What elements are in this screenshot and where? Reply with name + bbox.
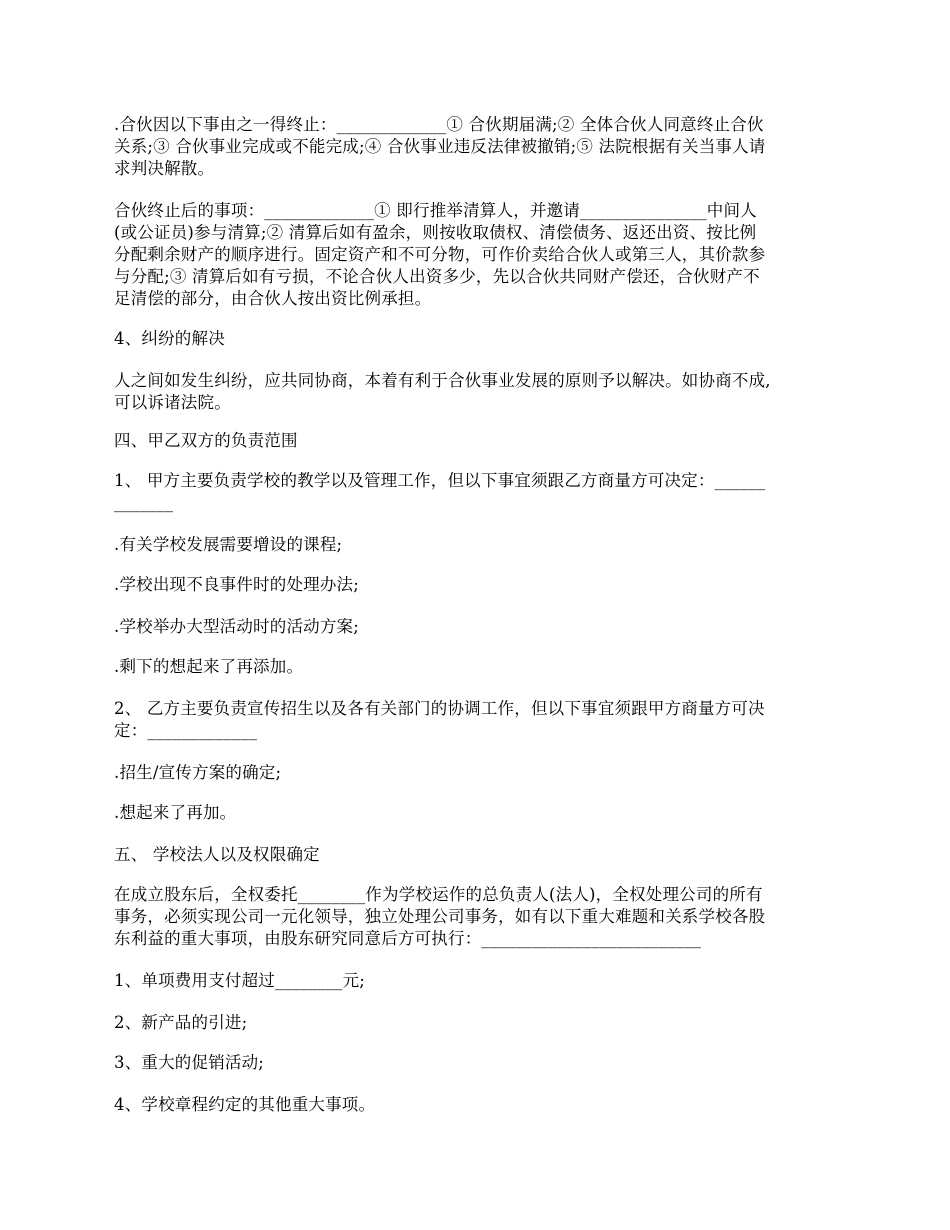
paragraph-post-termination: 合伙终止后的事项：_____________① 即行推举清算人，并邀请_______________中间人 (或公证员)参与清算;② 清算后如有盈余，则按收取债权、清偿债务、返还出资、按比例 分配剩余财产的顺序进行。固定资产和不可分物，可作价卖给合伙人或第三人，其价款参 与分配;③ 清算后如有亏损，不论合伙人出资多少，先以合伙共同财产偿还，合伙财产不 足清偿的部分，由合伙人按出资比例承担。 [114,201,766,308]
paragraph-legal-person-authority: 在成立股东后，全权委托________作为学校运作的总负责人(法人)，全权处理公司的所有 事务，必须实现公司一元化领导，独立处理公司事务，如有以下重大难题和关系学校各股 东利益的重大事项，由股东研究同意后方可执行：__________________________ [114,885,766,948]
list-item-incidents: .学校出现不良事件时的处理办法; [114,575,360,594]
list-item-promotion: 3、重大的促销活动; [114,1053,265,1072]
paragraph-party-a-duties: 1、 甲方主要负责学校的教学以及管理工作，但以下事宜须跟乙方商量方可决定：______ _______ [114,471,766,512]
list-item-expense: 1、单项费用支付超过________元; [114,971,366,990]
list-item-remaining: .剩下的想起来了再添加。 [114,657,304,676]
list-item-products: 2、新产品的引进; [114,1013,248,1032]
list-item-charter: 4、学校章程约定的其他重大事项。 [114,1095,376,1114]
list-item-enrollment: .招生/宣传方案的确定; [114,763,282,782]
heading-dispute: 4、纠纷的解决 [114,329,225,348]
heading-responsibilities: 四、甲乙双方的负责范围 [114,431,298,450]
paragraph-termination-conditions: .合伙因以下事由之一得终止：_____________① 合伙期届满;② 全体合伙人同意终止合伙 关系;③ 合伙事业完成或不能完成;④ 合伙事业违反法律被撤销;⑤ 法院根据有关当事人请 求判决解散。 [114,115,766,178]
list-item-more: .想起来了再加。 [114,803,237,822]
paragraph-dispute-resolution: 人之间如发生纠纷，应共同协商，本着有利于合伙事业发展的原则予以解决。如协商不成, 可以诉诸法院。 [114,371,771,412]
paragraph-party-b-duties: 2、 乙方主要负责宣传招生以及各有关部门的协调工作，但以下事宜须跟甲方商量方可决 定：_____________ [114,699,765,740]
list-item-events: .学校举办大型活动时的活动方案; [114,617,360,636]
heading-legal-person: 五、 学校法人以及权限确定 [114,845,320,864]
list-item-courses: .有关学校发展需要增设的课程; [114,535,343,554]
